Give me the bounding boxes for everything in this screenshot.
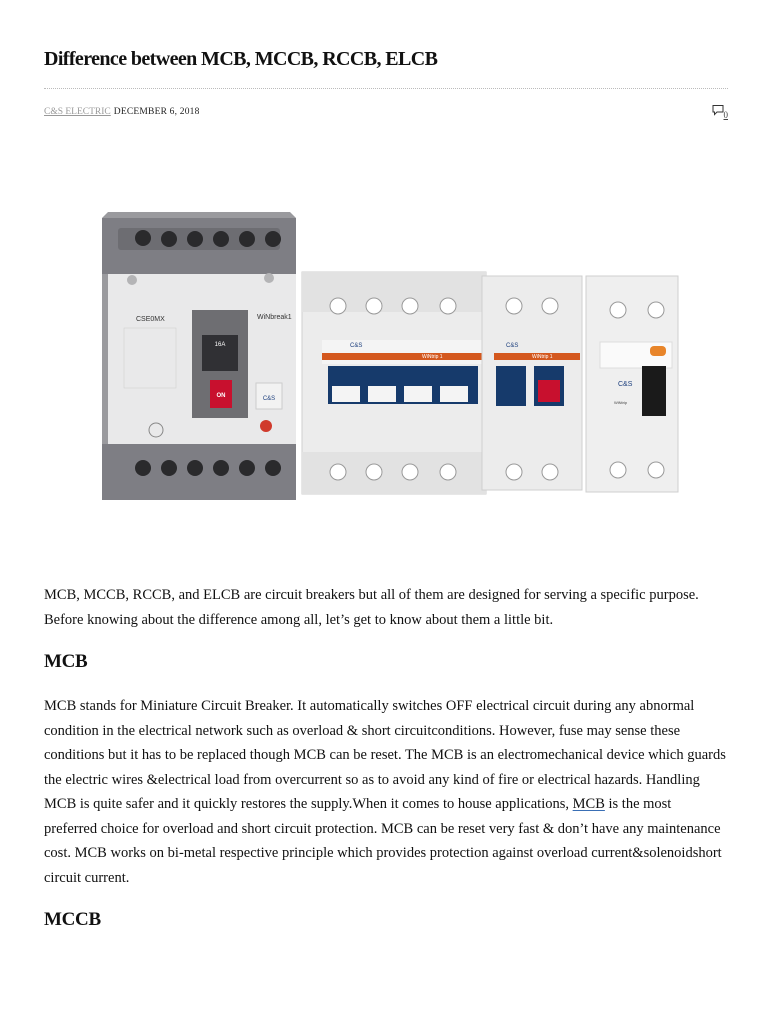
mcb-2pole-device — [482, 276, 582, 490]
mccb-logo: C&S — [262, 396, 276, 402]
mcb-paragraph — [44, 694, 728, 890]
mcb-text-part-1: MCB stands for Miniature Circuit Breaker. It automatically switches OFF electrical circuit during any abnormal condition in the electrical network such as overload & short circuitconditions. However, fuse may sense these conditions but it has to be replaced though MCB can be reset. The MCB is an electromechanical device which guards the electric wires &electrical load from overcurrent so as to avoid any kind of fire or electrical hazards. Handling MCB is quite safer and it quickly restores the supply.When it comes to house applications, — [44, 698, 726, 812]
mcb-4pole-device — [302, 272, 486, 494]
comments-link[interactable] — [712, 104, 729, 120]
article-meta — [44, 107, 200, 117]
mccb-model-label: CSE0MX — [136, 316, 165, 323]
section-heading-mccb: MCCB — [44, 909, 101, 930]
comment-count: 0 — [723, 110, 728, 120]
publish-date: DECEMBER 6, 2018 — [113, 107, 200, 117]
speech-bubble-icon — [712, 104, 724, 116]
intro-paragraph: MCB, MCCB, RCCB, and ELCB are circuit breakers but all of them are designed for serving a specific purpose. Before knowing about the difference among all, let’s get to know about them a little bit. — [44, 587, 699, 628]
author-link[interactable]: C&S ELECTRIC — [44, 107, 111, 117]
rccb-series-label: WiNtrip — [614, 400, 628, 405]
mccb-device — [102, 212, 296, 500]
mccb-rating-label: 16A — [214, 342, 226, 348]
circuit-breakers-image — [44, 140, 712, 562]
mcb-4pole-series-label: WiNtrip 1 — [422, 354, 443, 360]
article-title: Difference between MCB, MCCB, RCCB, ELCB — [44, 48, 438, 70]
mcb-2pole-logo: C&S — [506, 343, 519, 349]
mccb-brand-label: WiNbreak1 — [257, 314, 292, 321]
mcb-text-part-2: is the most preferred choice for overload and short circuit protection. MCB can be reset very fast & don’t have any maintenance cost. MCB works on bi-metal respective principle which provides protection against overload current&solenoidshort circuit current. — [44, 796, 722, 886]
rccb-device — [586, 276, 678, 492]
mcb-2pole-series-label: WiNtrip 1 — [532, 354, 553, 360]
title-divider — [44, 88, 728, 89]
section-heading-mcb: MCB — [44, 651, 88, 672]
mcb-link[interactable]: MCB — [572, 796, 605, 812]
rccb-logo: C&S — [618, 381, 633, 388]
mccb-on-label: ON — [216, 393, 226, 399]
mcb-4pole-logo: C&S — [350, 343, 363, 349]
